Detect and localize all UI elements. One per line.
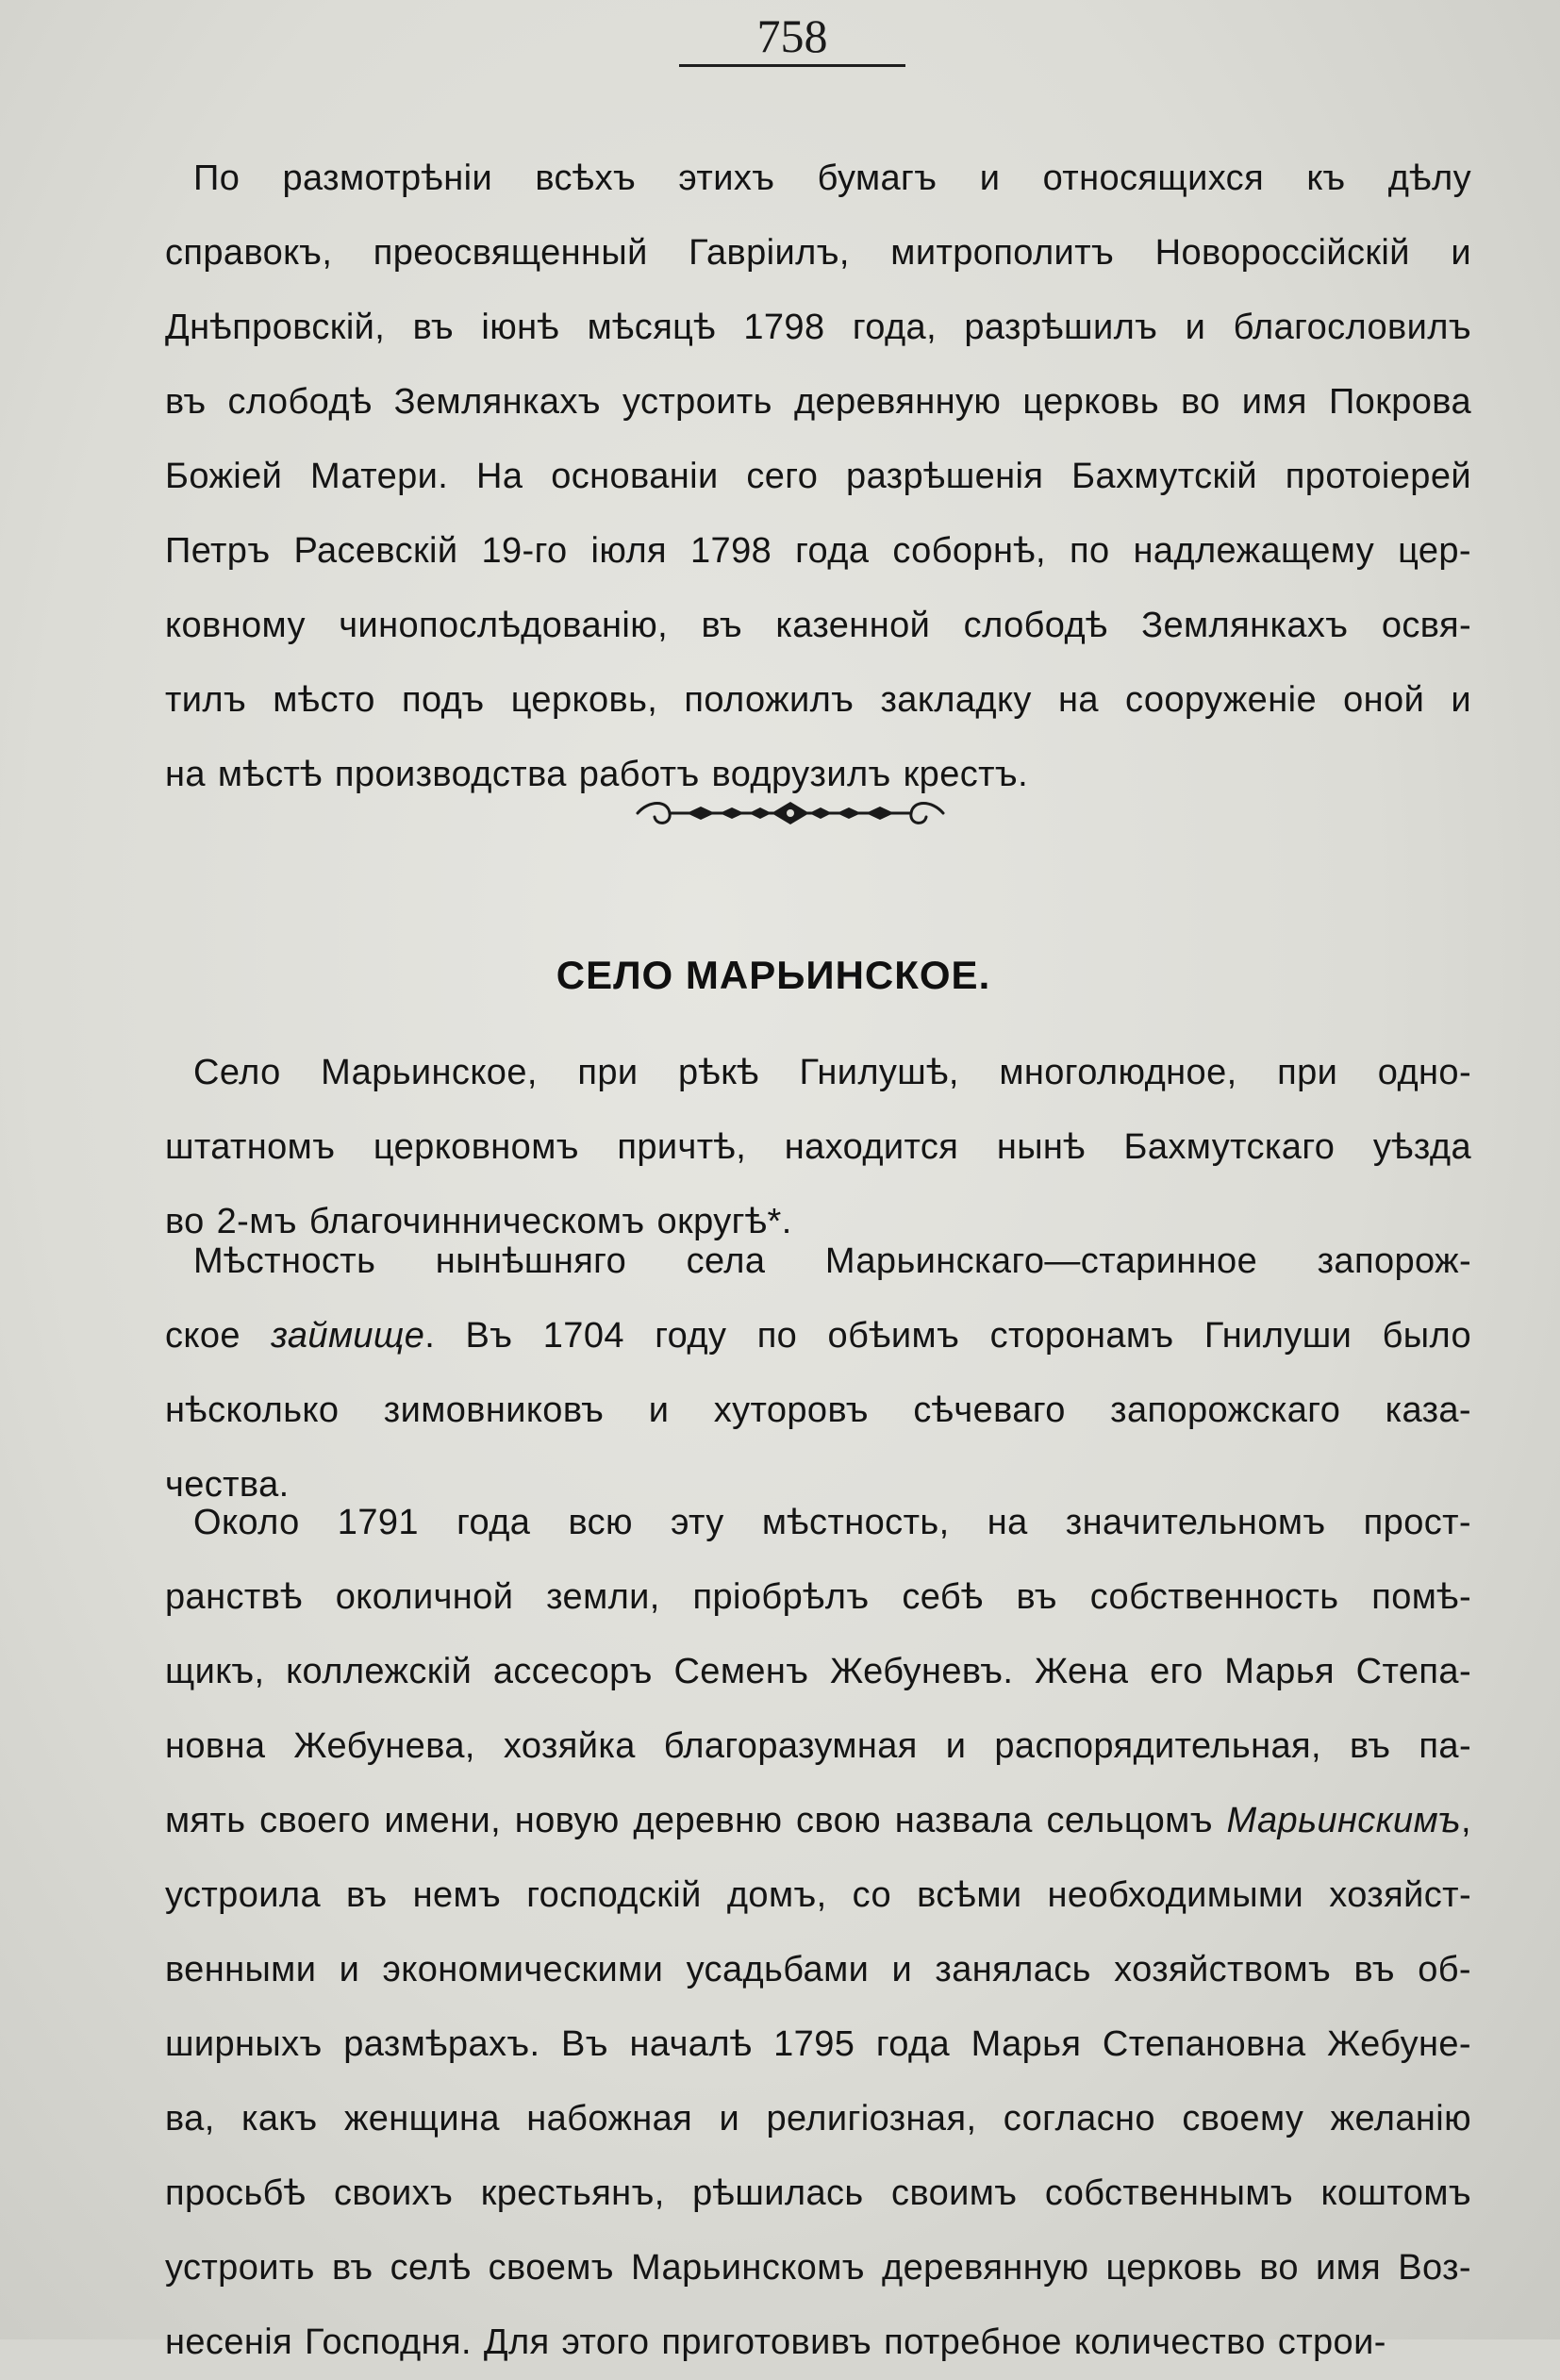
text-fragment: ское (165, 1316, 272, 1356)
text-line: Мѣстность нынѣшняго села Марьинскаго—старинное запорож- (193, 1241, 1471, 1281)
text-line: на мѣстѣ производства работъ водрузилъ крестъ. (165, 755, 1029, 794)
emphasized-term: Марьинскимъ (1226, 1801, 1462, 1840)
text-line: Село Марьинское, при рѣкѣ Гнилушѣ, многолюдное, при одно- (193, 1053, 1471, 1092)
paragraph-church-permission (165, 141, 1471, 812)
text-line (165, 1784, 1471, 1858)
text-line: ширныхъ размѣрахъ. Въ началѣ 1795 года Марья Степановна Жебуне- (165, 2024, 1471, 2064)
page-number-rule (679, 64, 905, 67)
text-line: нѣсколько зимовниковъ и хуторовъ сѣчеваго запорожскаго каза- (165, 1390, 1471, 1430)
paragraph-village-history (165, 1224, 1471, 1523)
text-line: въ слободѣ Землянкахъ устроить деревянную церковь во имя Покрова (165, 382, 1471, 422)
text-line: чества. (165, 1465, 290, 1505)
text-line: щикъ, коллежскій ассесоръ Семенъ Жебуневъ. Жена его Марья Степа- (165, 1652, 1471, 1691)
text-line: венными и экономическими усадьбами и занялась хозяйствомъ въ об- (165, 1950, 1471, 1989)
text-line: ранствѣ околичной земли, пріобрѣлъ себѣ въ собственность помѣ- (165, 1577, 1471, 1617)
emphasized-term: займище (271, 1316, 425, 1356)
paragraph-estate-church (165, 1486, 1471, 2380)
text-line: Около 1791 года всю эту мѣстность, на значительномъ прост- (193, 1503, 1471, 1542)
section-heading: СЕЛО МАРЬИНСКОЕ. (556, 953, 991, 997)
text-line: Днѣпровскій, въ іюнѣ мѣсяцѣ 1798 года, разрѣшилъ и благословилъ (165, 308, 1471, 347)
text-line: во 2-мъ благочинническомъ округѣ*. (165, 1202, 792, 1241)
text-line (165, 1299, 1471, 1373)
text-line: штатномъ церковномъ причтѣ, находится нынѣ Бахмутскаго уѣзда (165, 1127, 1471, 1167)
text-fragment: , (1461, 1801, 1471, 1840)
text-fragment: . Въ 1704 году по обѣимъ сторонамъ Гнилуши было (424, 1316, 1471, 1356)
text-line: ковному чинопослѣдованію, въ казенной слободѣ Землянкахъ освя- (165, 606, 1471, 645)
text-line: ва, какъ женщина набожная и религіозная, согласно своему желанію (165, 2099, 1471, 2139)
text-line: устроить въ селѣ своемъ Марьинскомъ деревянную церковь во имя Воз- (165, 2248, 1471, 2288)
text-line: По размотрѣніи всѣхъ этихъ бумагъ и относящихся къ дѣлу (193, 158, 1471, 198)
text-line: просьбѣ своихъ крестьянъ, рѣшилась своимъ собственнымъ коштомъ (165, 2173, 1471, 2213)
text-line: тилъ мѣсто подъ церковь, положилъ закладку на сооруженіе оной и (165, 680, 1471, 720)
page-number: 758 (756, 9, 828, 62)
text-line: Божіей Матери. На основаніи сего разрѣшенія Бахмутскій протоіерей (165, 457, 1471, 496)
text-line: Петръ Расевскій 19-го іюля 1798 года соборнѣ, по надлежащему цер- (165, 531, 1471, 571)
decorative-flourish-icon (630, 791, 951, 838)
text-line: несенія Господня. Для этого приготовивъ потребное количество строи- (165, 2322, 1386, 2362)
text-line: новна Жебунева, хозяйка благоразумная и распорядительная, въ па- (165, 1726, 1471, 1766)
text-fragment: мять своего имени, новую деревню свою назвала сельцомъ (165, 1801, 1227, 1840)
text-line: устроила въ немъ господскій домъ, со всѣми необходимыми хозяйст- (165, 1875, 1471, 1915)
text-line: справокъ, преосвященный Гавріилъ, митрополитъ Новороссійскій и (165, 233, 1471, 273)
